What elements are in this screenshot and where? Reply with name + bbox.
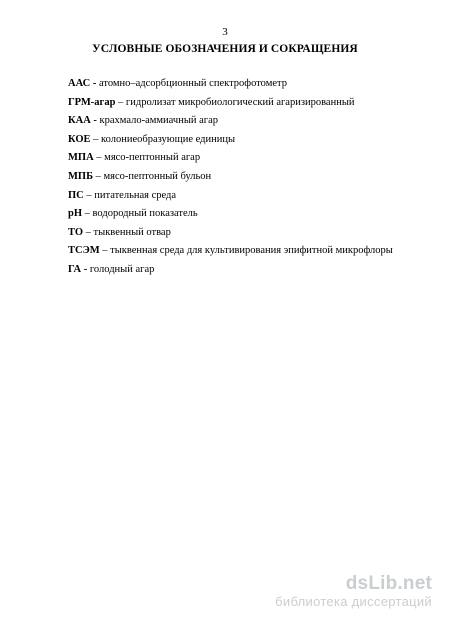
abbreviation-definition: водородный показатель — [92, 208, 198, 220]
abbreviation-term: pH — [68, 208, 83, 220]
abbreviation-term: МПА — [68, 152, 94, 164]
abbreviation-separator: – — [93, 152, 105, 164]
list-item — [68, 151, 438, 170]
watermark-tagline: библиотека диссертаций — [275, 594, 432, 609]
abbreviation-term: ТО — [68, 226, 84, 238]
list-item — [68, 226, 438, 245]
list-item — [68, 207, 438, 226]
abbreviation-definition: гидролизат микробиологический агаризированный — [125, 96, 355, 108]
abbreviation-separator: - — [90, 78, 99, 89]
abbreviation-definition: питательная среда — [94, 189, 177, 201]
abbreviation-definition: голодный агар — [89, 263, 155, 275]
list-item — [68, 77, 438, 96]
list-item — [68, 114, 438, 133]
list-item — [68, 96, 438, 115]
abbreviation-definition: мясо-пептонный агар — [104, 152, 201, 164]
watermark-logo: dsLib.net — [345, 573, 432, 594]
abbreviation-term: КАА — [68, 115, 91, 127]
list-item — [68, 244, 438, 263]
abbreviation-separator: – — [93, 170, 104, 182]
list-item — [68, 170, 438, 189]
abbreviation-term: МПБ — [68, 170, 94, 182]
abbreviation-term: ААС — [68, 78, 91, 89]
abbreviation-separator: - — [81, 263, 90, 275]
abbreviation-term: ПС — [68, 189, 84, 201]
abbreviation-term: ГА — [68, 263, 82, 275]
abbreviation-term: КОЕ — [68, 133, 91, 145]
abbreviation-definition: атомно–адсорбционный спектрофотометр — [98, 78, 287, 89]
abbreviation-list — [68, 77, 438, 282]
abbreviation-definition: мясо-пептонный бульон — [103, 170, 212, 182]
abbreviation-separator: – — [115, 96, 126, 108]
abbreviation-separator: – — [82, 208, 93, 220]
page-number: 3 — [222, 26, 228, 38]
list-item — [68, 263, 438, 282]
abbreviation-definition: тыквенная среда для культивирования эпифитной микрофлоры — [110, 245, 393, 257]
abbreviation-separator: – — [83, 226, 94, 238]
abbreviation-definition: крахмало-аммиачный агар — [99, 115, 218, 127]
abbreviation-definition: колониеобразующие единицы — [101, 133, 236, 145]
list-item — [68, 189, 438, 208]
abbreviation-definition: тыквенный отвар — [93, 226, 171, 238]
abbreviation-separator: – — [83, 189, 95, 201]
page-title: УСЛОВНЫЕ ОБОЗНАЧЕНИЯ И СОКРАЩЕНИЯ — [92, 43, 358, 55]
abbreviation-term: ТСЭМ — [68, 245, 100, 257]
abbreviation-separator: – — [90, 133, 102, 145]
list-item — [68, 133, 438, 152]
abbreviation-separator: - — [90, 115, 100, 127]
watermark — [275, 574, 432, 610]
abbreviation-separator: – — [99, 245, 111, 257]
abbreviation-term: ГРМ-агар — [68, 96, 116, 108]
